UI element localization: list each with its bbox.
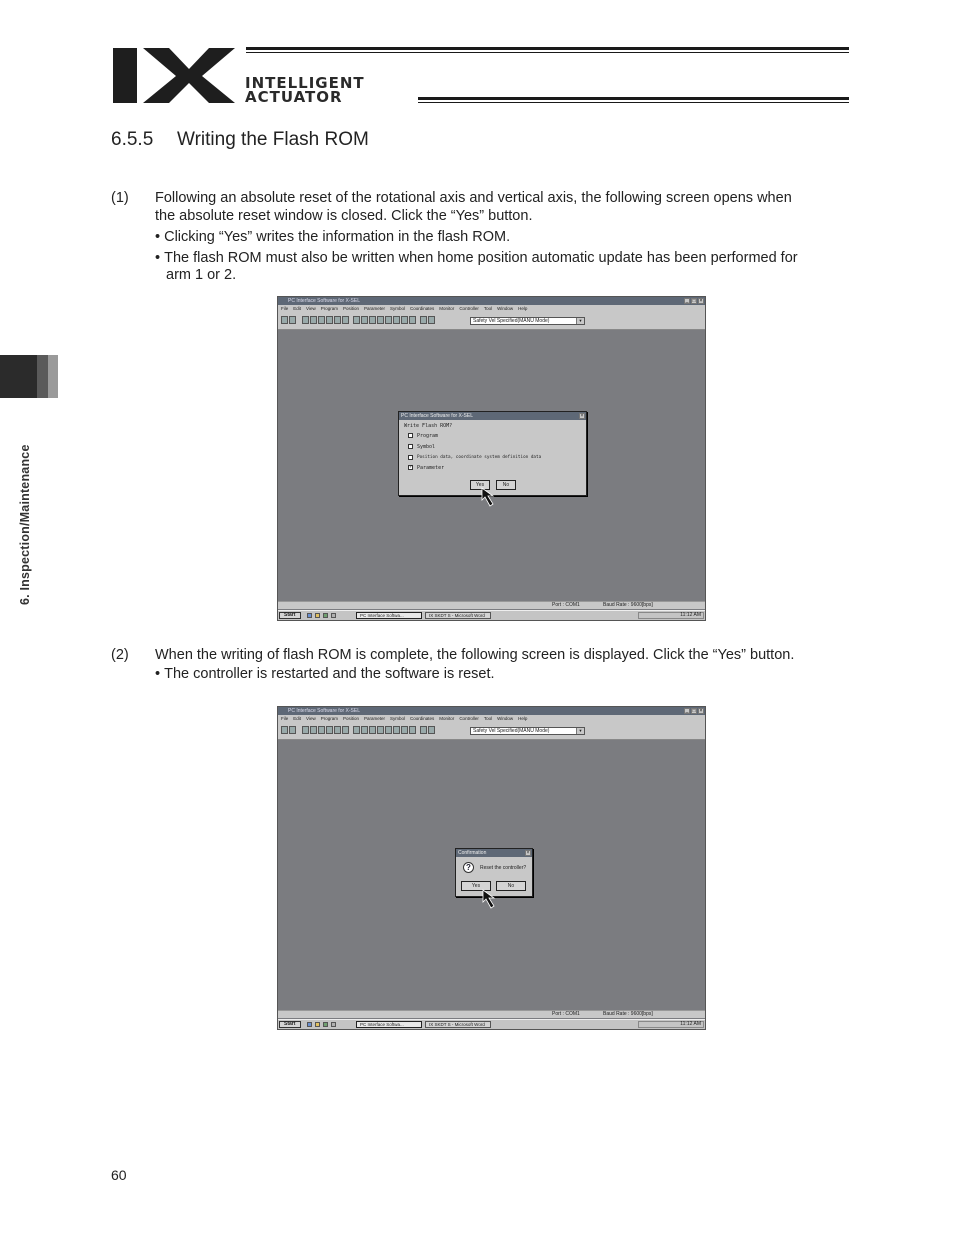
menu-coordinates[interactable]: Coordinates bbox=[410, 716, 435, 721]
step-1-bullet-2: • The flash ROM must also be written when home position automatic update has been performed for bbox=[155, 250, 798, 266]
tool-position-icon[interactable] bbox=[318, 726, 325, 734]
menu-symbol[interactable]: Symbol bbox=[390, 306, 406, 311]
menu-program[interactable]: Program bbox=[320, 306, 338, 311]
menu-help[interactable]: Help bbox=[518, 716, 528, 721]
step-1-bullet-2-text: The flash ROM must also be written when home position automatic update has been performed for bbox=[164, 250, 798, 266]
dialog-close-icon[interactable]: × bbox=[526, 850, 530, 856]
option-symbol-label: Symbol bbox=[417, 444, 436, 450]
no-label: No bbox=[502, 482, 510, 488]
tool-symbol-icon[interactable] bbox=[334, 316, 341, 324]
tool-open-icon[interactable] bbox=[281, 316, 288, 324]
tool-edit-icon[interactable] bbox=[310, 316, 317, 324]
chapter-label: 6. Inspection/Maintenance bbox=[18, 444, 32, 605]
dialog-title: PC Interface Software for X-SEL bbox=[401, 413, 473, 419]
app-title: PC Interface Software for X-SEL bbox=[288, 298, 360, 304]
side-tab-light bbox=[48, 355, 58, 398]
start-button[interactable] bbox=[279, 1021, 301, 1028]
tool-emergency-icon[interactable] bbox=[409, 726, 416, 734]
menu-coordinates[interactable]: Coordinates bbox=[410, 306, 435, 311]
step-2-bullet-1-text: The controller is restarted and the software is reset. bbox=[164, 666, 495, 682]
menu-controller[interactable]: Controller bbox=[459, 716, 479, 721]
step-1-bullet-1: • Clicking “Yes” writes the information in the flash ROM. bbox=[155, 229, 511, 245]
menu-controller[interactable]: Controller bbox=[459, 306, 479, 311]
yes-label: Yes bbox=[475, 482, 485, 488]
ix-logo bbox=[113, 48, 235, 103]
header-rule-bottom-2 bbox=[418, 102, 849, 103]
step-1-bullet-2-cont: arm 1 or 2. bbox=[166, 267, 237, 283]
tool-emergency-icon[interactable] bbox=[409, 316, 416, 324]
tool-help-icon[interactable] bbox=[420, 316, 427, 324]
tool-monitor-icon[interactable] bbox=[361, 316, 368, 324]
brand-intelligent: INTELLIGENT bbox=[245, 74, 365, 92]
menu-view[interactable]: View bbox=[306, 306, 316, 311]
minimize-icon[interactable]: _ bbox=[685, 298, 689, 304]
maximize-icon[interactable]: □ bbox=[692, 298, 696, 304]
minimize-icon[interactable]: _ bbox=[685, 708, 689, 714]
quicklaunch-channel-icon[interactable] bbox=[331, 613, 336, 618]
checkbox-parameter[interactable]: ✓ bbox=[409, 464, 414, 470]
status-bar bbox=[278, 601, 705, 609]
tool-program-icon[interactable] bbox=[302, 316, 309, 324]
close-icon[interactable]: × bbox=[699, 708, 703, 714]
tool-axis-icon[interactable] bbox=[385, 726, 392, 734]
tool-grid-icon[interactable] bbox=[342, 726, 349, 734]
mode-select-value: Safety Vel Specified(MANU Mode) bbox=[473, 728, 550, 734]
tool-help-icon[interactable] bbox=[420, 726, 427, 734]
chevron-down-icon[interactable]: ▼ bbox=[576, 728, 584, 734]
status-baud: Baud Rate : 9600[bps] bbox=[603, 1011, 653, 1017]
mode-select-value: Safety Vel Specified(MANU Mode) bbox=[473, 318, 550, 324]
tool-parameter-icon[interactable] bbox=[326, 726, 333, 734]
chevron-down-icon[interactable]: ▼ bbox=[576, 318, 584, 324]
screenshot-2 bbox=[277, 706, 706, 1030]
confirm-message: Reset the controller? bbox=[480, 865, 527, 871]
menu-position[interactable]: Position bbox=[342, 306, 359, 311]
tool-axis-icon[interactable] bbox=[385, 316, 392, 324]
mode-select[interactable] bbox=[470, 727, 585, 735]
menu-parameter[interactable]: Parameter bbox=[364, 306, 386, 311]
tool-status-icon[interactable] bbox=[369, 316, 376, 324]
tool-symbol-icon[interactable] bbox=[334, 726, 341, 734]
checkbox-symbol[interactable] bbox=[408, 444, 413, 449]
step-1-text-line1: Following an absolute reset of the rotational axis and vertical axis, the following screen opens when bbox=[155, 190, 792, 206]
app-titlebar bbox=[278, 297, 705, 305]
menu-monitor[interactable]: Monitor bbox=[439, 306, 455, 311]
mode-select[interactable] bbox=[470, 317, 585, 325]
clock: 11:12 AM bbox=[680, 1021, 701, 1027]
system-tray bbox=[638, 612, 704, 619]
dialog-close-icon[interactable]: × bbox=[580, 413, 584, 419]
screenshot-1 bbox=[277, 296, 706, 621]
taskbar-app-word[interactable] bbox=[425, 612, 491, 619]
menu-window[interactable]: Window bbox=[497, 306, 514, 311]
option-position-label: Position data, coordinate system definition data bbox=[417, 455, 542, 460]
section-heading bbox=[111, 129, 369, 151]
tool-open-icon[interactable] bbox=[281, 726, 288, 734]
write-flash-dialog bbox=[398, 411, 587, 496]
app-title: PC Interface Software for X-SEL bbox=[288, 708, 360, 714]
question-icon: ? bbox=[463, 862, 474, 873]
mouse-pointer-icon bbox=[481, 487, 503, 511]
tool-grid-icon[interactable] bbox=[342, 316, 349, 324]
page-number: 60 bbox=[111, 1167, 127, 1183]
tool-save-icon[interactable] bbox=[289, 316, 296, 324]
flash-prompt: Write Flash ROM? bbox=[404, 423, 453, 429]
tool-run-icon[interactable] bbox=[353, 726, 360, 734]
toolbar bbox=[278, 723, 705, 740]
clock: 11:12 AM bbox=[680, 612, 701, 618]
app-titlebar bbox=[278, 707, 705, 715]
tool-edit-icon[interactable] bbox=[310, 726, 317, 734]
section-number: 6.5.5 bbox=[111, 129, 154, 150]
taskbar-app-pc-interface[interactable] bbox=[356, 1021, 422, 1028]
step-2-text: When the writing of flash ROM is complete, the following screen is displayed. Click the “Yes” button. bbox=[155, 647, 795, 663]
tool-reset-icon[interactable] bbox=[393, 316, 400, 324]
quicklaunch-desktop-icon[interactable] bbox=[323, 613, 328, 618]
menu-file[interactable]: File bbox=[281, 306, 289, 311]
tool-about-icon[interactable] bbox=[428, 726, 435, 734]
menu-parameter[interactable]: Parameter bbox=[364, 716, 386, 721]
menu-view[interactable]: View bbox=[306, 716, 316, 721]
option-program-label: Program bbox=[417, 433, 439, 439]
checkbox-position-data[interactable] bbox=[408, 455, 413, 460]
tool-home-icon[interactable] bbox=[401, 316, 408, 324]
status-bar bbox=[278, 1010, 705, 1018]
side-tab-dark bbox=[0, 355, 37, 398]
tool-io-icon[interactable] bbox=[377, 726, 384, 734]
status-port: Port : COM1 bbox=[552, 602, 580, 608]
task2-label: IX SKDT S - Microsoft Word bbox=[429, 613, 485, 618]
tool-program-icon[interactable] bbox=[302, 726, 309, 734]
no-label: No bbox=[507, 883, 515, 889]
quicklaunch-ie-icon[interactable] bbox=[307, 1022, 312, 1027]
status-port: Port : COM1 bbox=[552, 1011, 580, 1017]
menu-tool[interactable]: Tool bbox=[483, 306, 493, 311]
header-rule-bottom-1 bbox=[418, 97, 849, 100]
dialog-titlebar bbox=[399, 412, 586, 420]
menu-file[interactable]: File bbox=[281, 716, 289, 721]
brand-actuator: ACTUATOR bbox=[245, 88, 343, 106]
quicklaunch-ie-icon[interactable] bbox=[307, 613, 312, 618]
menu-program[interactable]: Program bbox=[320, 716, 338, 721]
tool-monitor-icon[interactable] bbox=[361, 726, 368, 734]
task1-label: PC Interface Softwa... bbox=[360, 1022, 404, 1027]
menu-bar bbox=[278, 715, 705, 723]
tool-reset-icon[interactable] bbox=[393, 726, 400, 734]
task2-label: IX SKDT S - Microsoft Word bbox=[429, 1022, 485, 1027]
close-icon[interactable]: × bbox=[699, 298, 703, 304]
step-2-number: (2) bbox=[111, 647, 129, 663]
menu-position[interactable]: Position bbox=[342, 716, 359, 721]
yes-label: Yes bbox=[471, 883, 481, 889]
header-rule-top-2 bbox=[246, 52, 849, 53]
checkbox-program[interactable] bbox=[408, 433, 413, 438]
menu-window[interactable]: Window bbox=[497, 716, 514, 721]
mouse-pointer-icon bbox=[482, 889, 504, 913]
header-rule-top-1 bbox=[246, 47, 849, 50]
dialog-title: Confirmation bbox=[458, 850, 487, 856]
taskbar bbox=[278, 1019, 705, 1029]
taskbar-app-word[interactable] bbox=[425, 1021, 491, 1028]
tool-home-icon[interactable] bbox=[401, 726, 408, 734]
menu-tool[interactable]: Tool bbox=[483, 716, 493, 721]
section-title: Writing the Flash ROM bbox=[177, 129, 369, 150]
start-label: Start bbox=[284, 612, 296, 618]
tool-run-icon[interactable] bbox=[353, 316, 360, 324]
tool-io-icon[interactable] bbox=[377, 316, 384, 324]
step-1-bullet-1-text: Clicking “Yes” writes the information in the flash ROM. bbox=[164, 229, 511, 245]
taskbar-app-pc-interface[interactable] bbox=[356, 612, 422, 619]
dialog-titlebar bbox=[456, 849, 532, 857]
status-baud: Baud Rate : 9600[bps] bbox=[603, 602, 653, 608]
start-label: Start bbox=[284, 1021, 296, 1027]
system-tray bbox=[638, 1021, 704, 1028]
option-parameter-label: Parameter bbox=[417, 465, 445, 471]
step-1-number: (1) bbox=[111, 190, 129, 206]
side-tab-mid bbox=[37, 355, 48, 398]
tool-position-icon[interactable] bbox=[318, 316, 325, 324]
maximize-icon[interactable]: □ bbox=[692, 708, 696, 714]
step-1-text-line2: the absolute reset window is closed. Click the “Yes” button. bbox=[155, 208, 533, 224]
menu-edit[interactable]: Edit bbox=[293, 716, 302, 721]
tool-parameter-icon[interactable] bbox=[326, 316, 333, 324]
toolbar bbox=[278, 313, 705, 330]
tool-save-icon[interactable] bbox=[289, 726, 296, 734]
task1-label: PC Interface Softwa... bbox=[360, 613, 404, 618]
tool-status-icon[interactable] bbox=[369, 726, 376, 734]
quicklaunch-channel-icon[interactable] bbox=[331, 1022, 336, 1027]
quicklaunch-desktop-icon[interactable] bbox=[323, 1022, 328, 1027]
menu-edit[interactable]: Edit bbox=[293, 306, 302, 311]
quicklaunch-outlook-icon[interactable] bbox=[315, 1022, 320, 1027]
menu-bar bbox=[278, 305, 705, 313]
tool-about-icon[interactable] bbox=[428, 316, 435, 324]
start-button[interactable] bbox=[279, 612, 301, 619]
step-2-bullet-1: • The controller is restarted and the software is reset. bbox=[155, 666, 495, 682]
menu-monitor[interactable]: Monitor bbox=[439, 716, 455, 721]
menu-symbol[interactable]: Symbol bbox=[390, 716, 406, 721]
menu-help[interactable]: Help bbox=[518, 306, 528, 311]
quicklaunch-outlook-icon[interactable] bbox=[315, 613, 320, 618]
taskbar bbox=[278, 610, 705, 620]
